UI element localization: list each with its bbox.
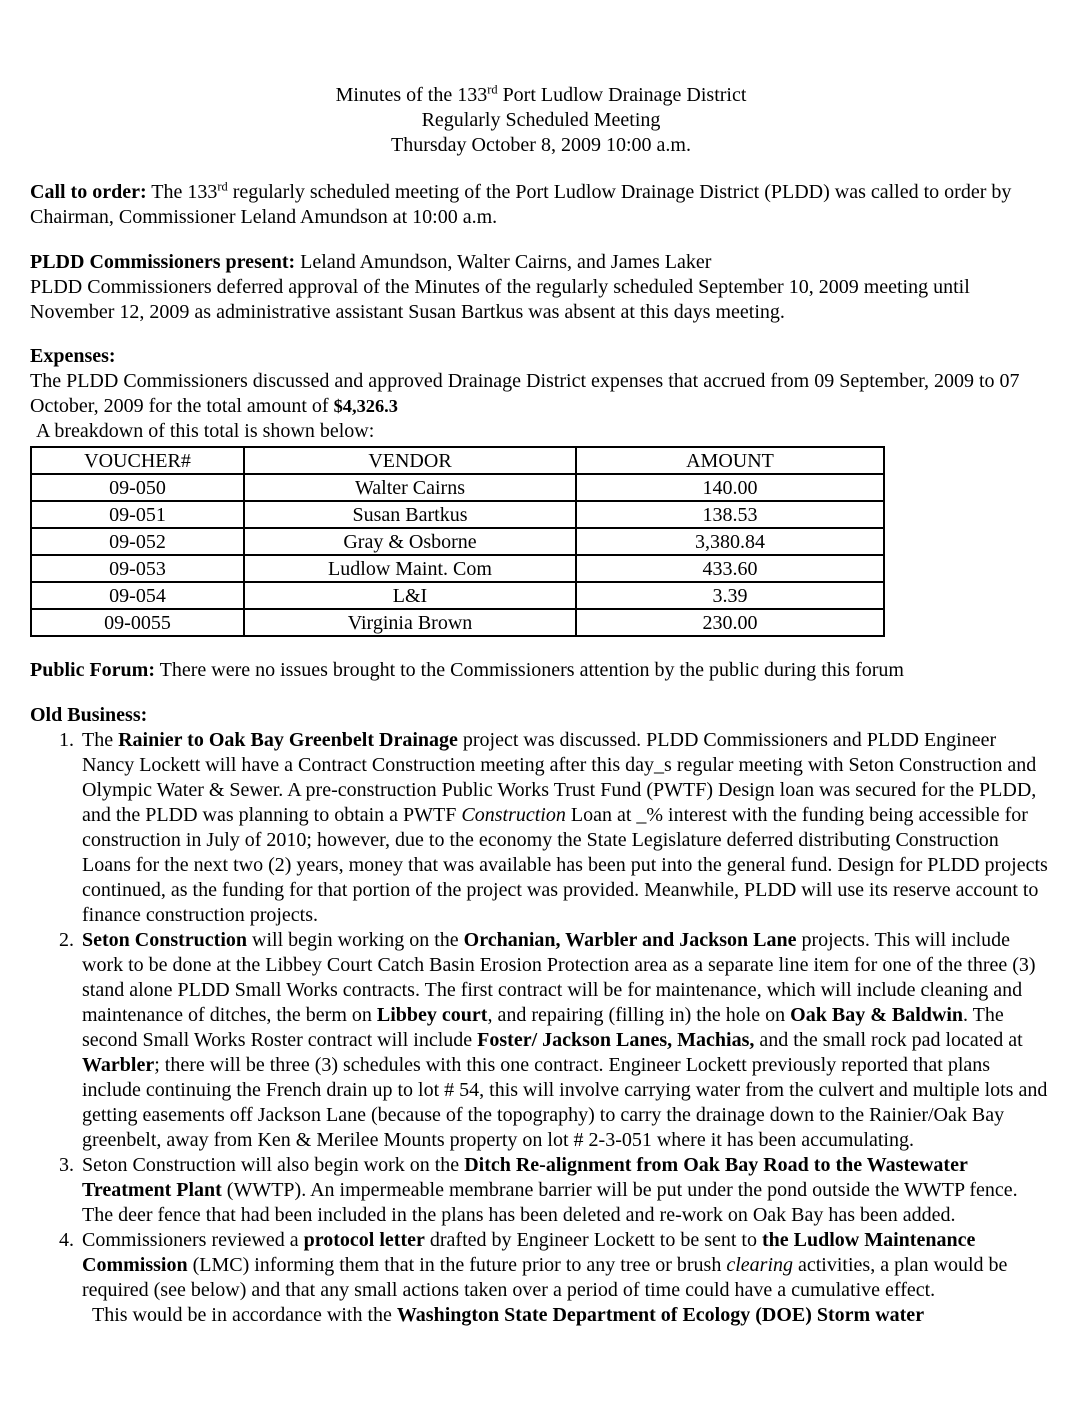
title-line-1: Minutes of the 133rd Port Ludlow Drainage District [335,82,747,106]
voucher-cell: 09-051 [31,501,244,528]
amount-cell: 3,380.84 [576,528,884,555]
vendor-cell: Virginia Brown [244,609,576,636]
voucher-cell: 09-050 [31,474,244,501]
list-item-number: 1. [59,729,74,751]
amount-cell: 138.53 [576,501,884,528]
amount-cell: 3.39 [576,582,884,609]
expenses-intro: The PLDD Commissioners discussed and approved Drainage District expenses that accrued from 09 September, 2009 to 07 October, 2009 for the total amount of $4,326.3 [30,370,1020,417]
list-item-number: 3. [59,1154,74,1176]
commissioners-section [30,250,1052,325]
list-item-body: Seton Construction will begin working on the Orchanian, Warbler and Jackson Lane projects. This will include work to be done at the Libbey Court Catch Basin Erosion Protection area as a separate line item for one of the three (3) stand alone PLDD Small Works contracts. The first contract will be for maintenance, which will include cleaning and maintenance of ditches, the berm on Libbey court, and repairing (filling in) the hole on Oak Bay & Baldwin. The second Small Works Roster contract will include Foster/ Jackson Lanes, Machias, and the small rock pad located at Warbler; there will be three (3) schedules with this one contract. Engineer Lockett previously reported that plans include continuing the French drain up to lot # 54, this will involve carrying water from the culvert and multiple lots and getting easements off Jackson Lane (because of the topography) to carry the drainage down to the Rainier/Oak Bay greenbelt, away from Ken & Merilee Mounts property on lot # 2-3-051 where it has been accumulating. [82,929,1048,1151]
voucher-cell: 09-052 [31,528,244,555]
table-row [31,501,884,528]
commissioners-deferred-line: PLDD Commissioners deferred approval of the Minutes of the regularly scheduled September 10, 2009 meeting until November 12, 2009 as administrative assistant Susan Bartkus was absent at this days meeting. [30,276,970,323]
voucher-cell: 09-0055 [31,609,244,636]
list-item-continuation: This would be in accordance with the Washington State Department of Ecology (DOE) Storm water [92,1304,925,1326]
document-title [30,83,1052,158]
table-row [31,528,884,555]
call-to-order-paragraph: Call to order: The 133rd regularly scheduled meeting of the Port Ludlow Drainage District (PLDD) was called to order by Chairman, Commissioner Leland Amundson at 10:00 a.m. [30,179,1012,228]
old-business-section [30,703,1052,1328]
expenses-table [30,446,885,637]
list-item-body: Seton Construction will also begin work on the Ditch Re-alignment from Oak Bay Road to the Wastewater Treatment Plant (WWTP). An impermeable membrane barrier will be put under the pond outside the WWTP fence. The deer fence that had been included in the plans has been deleted and re-work on Oak Bay has been added. [82,1154,1018,1226]
breakdown-label: A breakdown of this total is shown below: [36,420,375,442]
voucher-column-header: VOUCHER# [31,447,244,474]
public-forum-paragraph: Public Forum: There were no issues brought to the Commissioners attention by the public during this forum [30,659,904,681]
amount-column-header: AMOUNT [576,447,884,474]
title-line-2: Regularly Scheduled Meeting [421,109,661,131]
list-item-body: The Rainier to Oak Bay Greenbelt Drainage project was discussed. PLDD Commissioners and PLDD Engineer Nancy Lockett will have a Contract Construction meeting after this day_s regular meeting with Seton Construction and Olympic Water & Sewer. A pre-construction Public Works Trust Fund (PWTF) Design loan was secured for the PLDD, and the PLDD was planning to obtain a PWTF Construction Loan at _% interest with the funding being accessible for construction in July of 2010; however, due to the economy the State Legislature deferred distributing Construction Loans for the next two (2) years, money that was available has been put into the general fund. Design for PLDD projects continued, as the funding for that portion of the project was provided. Meanwhile, PLDD will use its reserve account to finance construction projects. [82,729,1048,926]
amount-cell: 433.60 [576,555,884,582]
expenses-section [30,344,1052,637]
voucher-cell: 09-053 [31,555,244,582]
old-business-heading: Old Business: [30,704,148,726]
list-item-number: 2. [59,929,74,951]
list-item [54,928,1052,1153]
list-item [54,1153,1052,1228]
vendor-cell: Susan Bartkus [244,501,576,528]
amount-cell: 140.00 [576,474,884,501]
vendor-column-header: VENDOR [244,447,576,474]
list-item-body [82,1228,1052,1328]
expenses-heading: Expenses: [30,345,116,367]
table-row [31,555,884,582]
vendor-cell: Gray & Osborne [244,528,576,555]
list-item [54,728,1052,928]
old-business-list [54,728,1052,1328]
vendor-cell: Ludlow Maint. Com [244,555,576,582]
vendor-cell: L&I [244,582,576,609]
voucher-cell: 09-054 [31,582,244,609]
list-item-text: Commissioners reviewed a protocol letter drafted by Engineer Lockett to be sent to the Ludlow Maintenance Commission (LMC) informing them that in the future prior to any tree or brush clearing activities, a plan would be required (see below) and that any small actions taken over a period of time could have a cumulative effect. [82,1229,1008,1301]
vendor-cell: Walter Cairns [244,474,576,501]
list-item [54,1228,1052,1328]
table-row [31,609,884,636]
amount-cell: 230.00 [576,609,884,636]
list-item-number: 4. [59,1229,74,1251]
expenses-table-header-row [31,447,884,474]
commissioners-present-line: PLDD Commissioners present: Leland Amundson, Walter Cairns, and James Laker [30,251,712,273]
table-row [31,582,884,609]
table-row [31,474,884,501]
title-line-3: Thursday October 8, 2009 10:00 a.m. [391,134,691,156]
